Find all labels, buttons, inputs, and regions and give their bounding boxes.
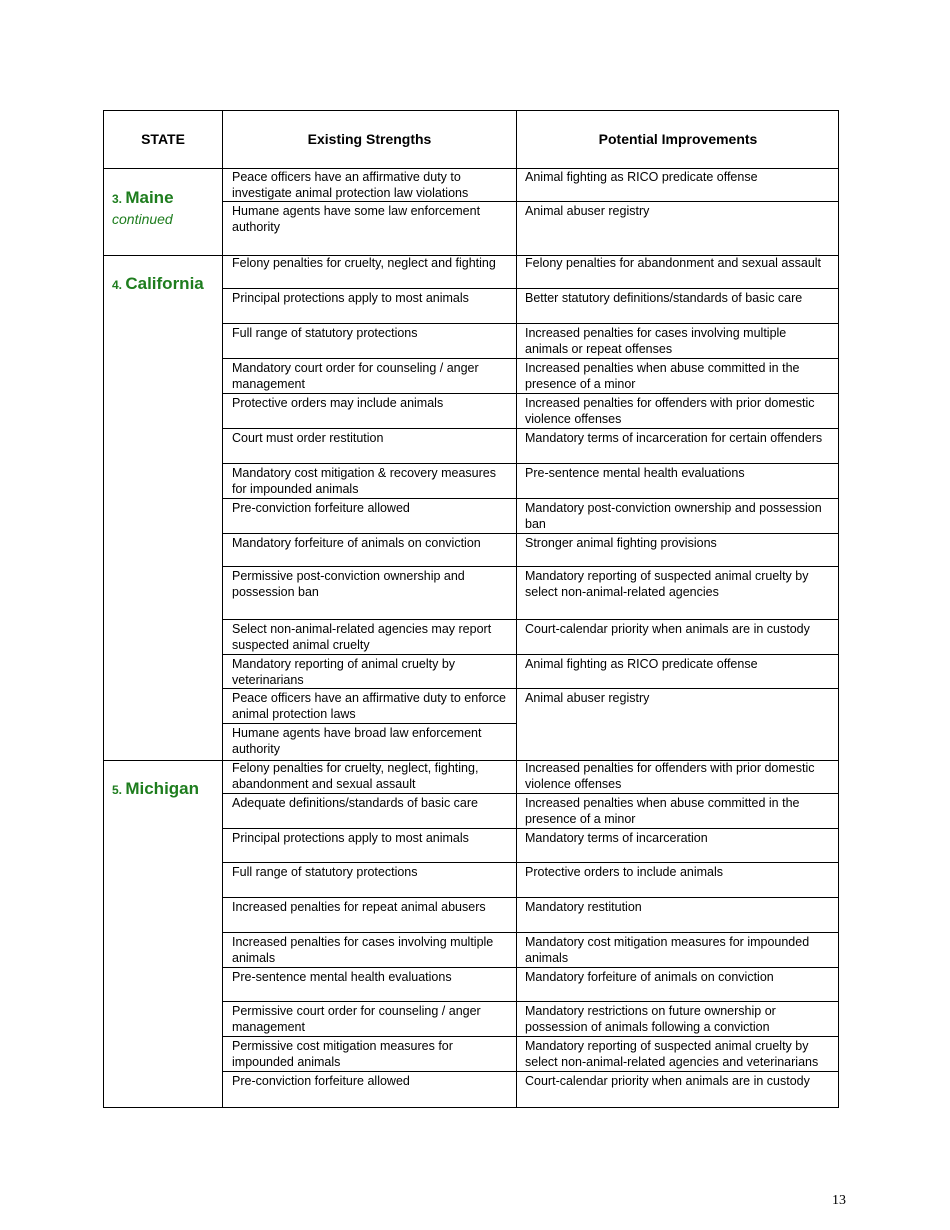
strength-cell: Felony penalties for cruelty, neglect, fighting, abandonment and sexual assault bbox=[232, 761, 479, 791]
row-divider bbox=[517, 967, 839, 968]
improvement-cell: Increased penalties for offenders with prior domestic violence offenses bbox=[525, 396, 815, 426]
strength-cell: Permissive court order for counseling / anger management bbox=[232, 1004, 481, 1034]
strength-cell: Increased penalties for repeat animal abusers bbox=[232, 900, 486, 914]
row-divider bbox=[517, 897, 839, 898]
column-divider-state bbox=[222, 110, 223, 1108]
state-name: Michigan bbox=[125, 779, 200, 798]
row-divider bbox=[223, 358, 516, 359]
row-divider bbox=[517, 688, 839, 689]
column-divider-strengths bbox=[516, 110, 517, 1108]
header-potential-improvements: Potential Improvements bbox=[598, 131, 758, 147]
row-divider bbox=[223, 1001, 516, 1002]
improvement-cell: Increased penalties for cases involving multiple animals or repeat offenses bbox=[525, 326, 787, 356]
improvement-cell: Mandatory post-conviction ownership and possession ban bbox=[525, 501, 822, 531]
strength-cell: Mandatory court order for counseling / anger management bbox=[232, 361, 479, 391]
strength-cell: Mandatory forfeiture of animals on conviction bbox=[232, 536, 481, 550]
strength-cell: Mandatory cost mitigation & recovery measures for impounded animals bbox=[232, 466, 496, 496]
state-label-michigan bbox=[112, 779, 199, 799]
state-number: 3. bbox=[112, 192, 126, 206]
strength-cell: Full range of statutory protections bbox=[232, 326, 418, 340]
row-divider bbox=[517, 793, 839, 794]
header-existing-strengths: Existing Strengths bbox=[307, 131, 432, 147]
improvement-cell: Mandatory forfeiture of animals on conviction bbox=[525, 970, 774, 984]
row-divider bbox=[517, 288, 839, 289]
strength-cell: Permissive cost mitigation measures for impounded animals bbox=[232, 1039, 453, 1069]
row-divider bbox=[517, 828, 839, 829]
row-divider bbox=[517, 654, 839, 655]
row-divider bbox=[223, 723, 516, 724]
state-number: 5. bbox=[112, 783, 126, 797]
row-divider bbox=[223, 533, 516, 534]
row-divider bbox=[223, 1036, 516, 1037]
improvement-cell: Court-calendar priority when animals are in custody bbox=[525, 622, 810, 636]
strength-cell: Increased penalties for cases involving multiple animals bbox=[232, 935, 494, 965]
row-divider bbox=[517, 201, 839, 202]
strength-cell: Permissive post-conviction ownership and possession ban bbox=[232, 569, 465, 599]
strength-cell: Mandatory reporting of animal cruelty by veterinarians bbox=[232, 657, 456, 687]
strength-cell: Court must order restitution bbox=[232, 431, 384, 445]
improvement-cell: Felony penalties for abandonment and sexual assault bbox=[525, 256, 822, 270]
improvement-cell: Animal fighting as RICO predicate offense bbox=[525, 657, 758, 671]
strength-cell: Pre-conviction forfeiture allowed bbox=[232, 501, 410, 515]
improvement-cell: Increased penalties when abuse committed in the presence of a minor bbox=[525, 361, 800, 391]
strength-cell: Pre-conviction forfeiture allowed bbox=[232, 1074, 410, 1088]
improvement-cell: Increased penalties for offenders with prior domestic violence offenses bbox=[525, 761, 815, 791]
improvement-cell: Animal abuser registry bbox=[525, 691, 650, 705]
row-divider bbox=[223, 463, 516, 464]
strength-cell: Full range of statutory protections bbox=[232, 865, 418, 879]
state-label-california bbox=[112, 274, 204, 294]
improvement-cell: Animal abuser registry bbox=[525, 204, 650, 218]
row-divider bbox=[223, 288, 516, 289]
improvement-cell: Animal fighting as RICO predicate offense bbox=[525, 170, 758, 184]
row-divider bbox=[517, 566, 839, 567]
state-label-maine bbox=[112, 188, 174, 208]
improvement-cell: Court-calendar priority when animals are in custody bbox=[525, 1074, 810, 1088]
row-divider bbox=[223, 393, 516, 394]
row-divider bbox=[517, 1036, 839, 1037]
improvement-cell: Protective orders to include animals bbox=[525, 865, 724, 879]
row-divider bbox=[517, 393, 839, 394]
row-divider bbox=[223, 828, 516, 829]
improvement-cell: Pre-sentence mental health evaluations bbox=[525, 466, 745, 480]
improvement-cell: Mandatory reporting of suspected animal cruelty by select non-animal-related agencies bbox=[525, 569, 809, 599]
row-divider bbox=[223, 897, 516, 898]
strength-cell: Humane agents have some law enforcement authority bbox=[232, 204, 481, 234]
row-divider bbox=[223, 498, 516, 499]
improvement-cell: Mandatory reporting of suspected animal cruelty by select non-animal-related agencies and veterinarians bbox=[525, 1039, 819, 1069]
state-number: 4. bbox=[112, 278, 126, 292]
improvement-cell: Mandatory terms of incarceration bbox=[525, 831, 708, 845]
strength-cell: Peace officers have an affirmative duty to enforce animal protection laws bbox=[232, 691, 506, 721]
strength-cell: Principal protections apply to most animals bbox=[232, 291, 469, 305]
improvement-cell: Mandatory restitution bbox=[525, 900, 642, 914]
row-divider bbox=[223, 1071, 516, 1072]
row-divider bbox=[517, 1001, 839, 1002]
row-divider bbox=[223, 967, 516, 968]
row-divider bbox=[223, 428, 516, 429]
page-number: 13 bbox=[832, 1193, 846, 1208]
row-divider bbox=[517, 463, 839, 464]
strength-cell: Felony penalties for cruelty, neglect and fighting bbox=[232, 256, 496, 270]
row-divider bbox=[517, 498, 839, 499]
row-divider bbox=[517, 862, 839, 863]
row-divider bbox=[223, 654, 516, 655]
improvement-cell: Stronger animal fighting provisions bbox=[525, 536, 717, 550]
row-divider bbox=[223, 201, 516, 202]
row-divider bbox=[517, 533, 839, 534]
row-divider bbox=[223, 619, 516, 620]
strength-cell: Protective orders may include animals bbox=[232, 396, 444, 410]
header-state: STATE bbox=[141, 131, 185, 147]
row-divider bbox=[223, 932, 516, 933]
improvement-cell: Mandatory terms of incarceration for certain offenders bbox=[525, 431, 823, 445]
strength-cell: Pre-sentence mental health evaluations bbox=[232, 970, 452, 984]
row-divider bbox=[223, 566, 516, 567]
row-divider bbox=[223, 688, 516, 689]
row-divider bbox=[223, 323, 516, 324]
row-divider bbox=[517, 932, 839, 933]
row-divider bbox=[223, 793, 516, 794]
improvement-cell: Better statutory definitions/standards of basic care bbox=[525, 291, 803, 305]
row-divider bbox=[517, 619, 839, 620]
strength-cell: Select non-animal-related agencies may report suspected animal cruelty bbox=[232, 622, 492, 652]
improvement-cell: Mandatory restrictions on future ownership or possession of animals following a conviction bbox=[525, 1004, 776, 1034]
strength-cell: Adequate definitions/standards of basic care bbox=[232, 796, 478, 810]
state-continued-note: continued bbox=[112, 211, 173, 227]
strength-cell: Humane agents have broad law enforcement authority bbox=[232, 726, 482, 756]
state-name: Maine bbox=[125, 188, 174, 207]
row-divider bbox=[517, 323, 839, 324]
improvement-cell: Increased penalties when abuse committed in the presence of a minor bbox=[525, 796, 800, 826]
strength-cell: Principal protections apply to most animals bbox=[232, 831, 469, 845]
strength-cell: Peace officers have an affirmative duty to investigate animal protection law violations bbox=[232, 170, 469, 200]
row-divider bbox=[517, 358, 839, 359]
row-divider bbox=[517, 1071, 839, 1072]
state-name: California bbox=[125, 274, 204, 293]
row-divider bbox=[223, 862, 516, 863]
row-divider bbox=[517, 428, 839, 429]
improvement-cell: Mandatory cost mitigation measures for impounded animals bbox=[525, 935, 810, 965]
